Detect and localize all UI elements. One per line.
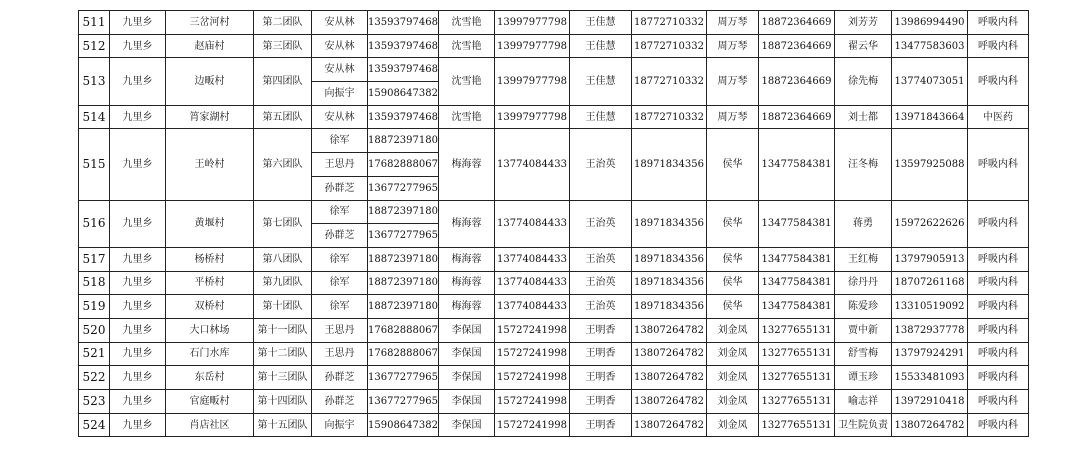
township-cell: 九里乡 xyxy=(110,342,166,366)
row-number: 511 xyxy=(79,11,110,35)
leader-phone-cell: 13593797468 xyxy=(368,58,439,82)
leader-name-cell: 王思丹 xyxy=(312,318,368,342)
leader-name-cell: 王思丹 xyxy=(312,153,368,177)
data-cell-c7: 15727241998 xyxy=(495,318,570,342)
leader-name-cell: 徐军 xyxy=(312,200,368,224)
data-cell-c10: 周万琴 xyxy=(707,11,759,35)
village-cell: 边畈村 xyxy=(166,58,254,105)
data-cell-c9: 18971834356 xyxy=(632,247,707,271)
township-cell: 九里乡 xyxy=(110,413,166,437)
row-number: 512 xyxy=(79,34,110,58)
team-cell: 第八团队 xyxy=(254,247,312,271)
data-cell-c11: 13477584381 xyxy=(759,200,835,247)
data-cell-c11: 13477584381 xyxy=(759,295,835,319)
data-cell-c13: 13971843664 xyxy=(892,105,968,129)
data-cell-c13: 15972622626 xyxy=(892,200,968,247)
data-cell-c11: 18872364669 xyxy=(759,105,835,129)
data-cell-c10: 刘金凤 xyxy=(707,318,759,342)
data-cell-c12: 徐丹丹 xyxy=(835,271,892,295)
data-cell-c13: 13797905913 xyxy=(892,247,968,271)
data-cell-c6: 沈雪艳 xyxy=(439,34,495,58)
data-cell-c9: 18772710332 xyxy=(632,58,707,105)
data-cell-c10: 刘金凤 xyxy=(707,366,759,390)
data-cell-c11: 13477584381 xyxy=(759,247,835,271)
data-cell-c13: 13872937778 xyxy=(892,318,968,342)
leader-phone-cell: 15908647382 xyxy=(368,413,439,437)
row-number: 521 xyxy=(79,342,110,366)
data-cell-c14: 呼吸内科 xyxy=(968,366,1029,390)
data-cell-c12: 卫生院负责 xyxy=(835,413,892,437)
data-cell-c8: 王明香 xyxy=(570,342,632,366)
data-cell-c7: 13774084433 xyxy=(495,200,570,247)
leader-phone-cell: 17682888067 xyxy=(368,153,439,177)
table-row xyxy=(79,200,1029,224)
data-cell-c10: 侯华 xyxy=(707,271,759,295)
township-cell: 九里乡 xyxy=(110,295,166,319)
leader-name-cell: 安从林 xyxy=(312,105,368,129)
data-cell-c6: 李保国 xyxy=(439,366,495,390)
data-cell-c10: 刘金凤 xyxy=(707,342,759,366)
data-cell-c14: 呼吸内科 xyxy=(968,318,1029,342)
data-cell-c8: 王佳慧 xyxy=(570,34,632,58)
data-cell-c9: 13807264782 xyxy=(632,390,707,414)
village-cell: 石门水库 xyxy=(166,342,254,366)
data-cell-c12: 喻志祥 xyxy=(835,390,892,414)
team-cell: 第七团队 xyxy=(254,200,312,247)
row-number: 524 xyxy=(79,413,110,437)
data-cell-c9: 13807264782 xyxy=(632,342,707,366)
data-cell-c11: 13477584381 xyxy=(759,271,835,295)
data-cell-c8: 王明香 xyxy=(570,390,632,414)
village-cell: 东岳村 xyxy=(166,366,254,390)
leader-name-cell: 徐军 xyxy=(312,129,368,153)
leader-name-cell: 安从林 xyxy=(312,34,368,58)
data-cell-c7: 13774084433 xyxy=(495,247,570,271)
data-cell-c7: 13774084433 xyxy=(495,129,570,200)
data-cell-c14: 呼吸内科 xyxy=(968,200,1029,247)
data-cell-c12: 翟云华 xyxy=(835,34,892,58)
data-cell-c12: 徐先梅 xyxy=(835,58,892,105)
data-cell-c7: 13774084433 xyxy=(495,271,570,295)
data-cell-c6: 沈雪艳 xyxy=(439,58,495,105)
leader-phone-cell: 18872397180 xyxy=(368,200,439,224)
data-cell-c13: 18707261168 xyxy=(892,271,968,295)
township-cell: 九里乡 xyxy=(110,390,166,414)
data-cell-c14: 呼吸内科 xyxy=(968,129,1029,200)
data-cell-c12: 王红梅 xyxy=(835,247,892,271)
data-cell-c14: 呼吸内科 xyxy=(968,11,1029,35)
township-cell: 九里乡 xyxy=(110,11,166,35)
data-cell-c10: 周万琴 xyxy=(707,34,759,58)
township-cell: 九里乡 xyxy=(110,34,166,58)
row-number: 523 xyxy=(79,390,110,414)
data-cell-c8: 王治英 xyxy=(570,295,632,319)
row-number: 522 xyxy=(79,366,110,390)
data-cell-c10: 侯华 xyxy=(707,129,759,200)
data-cell-c6: 李保国 xyxy=(439,342,495,366)
data-cell-c11: 18872364669 xyxy=(759,11,835,35)
data-cell-c6: 李保国 xyxy=(439,318,495,342)
township-cell: 九里乡 xyxy=(110,105,166,129)
data-cell-c10: 周万琴 xyxy=(707,105,759,129)
data-cell-c10: 侯华 xyxy=(707,295,759,319)
team-cell: 第十四团队 xyxy=(254,390,312,414)
table-row xyxy=(79,390,1029,414)
team-cell: 第五团队 xyxy=(254,105,312,129)
data-cell-c10: 刘金凤 xyxy=(707,413,759,437)
leader-phone-cell: 17682888067 xyxy=(368,318,439,342)
data-cell-c12: 贾中新 xyxy=(835,318,892,342)
data-cell-c7: 13997977798 xyxy=(495,11,570,35)
data-cell-c9: 18772710332 xyxy=(632,34,707,58)
data-cell-c8: 王明香 xyxy=(570,366,632,390)
leader-name-cell: 孙群芝 xyxy=(312,224,368,248)
data-cell-c12: 谭玉珍 xyxy=(835,366,892,390)
data-cell-c7: 15727241998 xyxy=(495,342,570,366)
village-cell: 三岔河村 xyxy=(166,11,254,35)
data-cell-c12: 刘士都 xyxy=(835,105,892,129)
village-cell: 筲家湖村 xyxy=(166,105,254,129)
data-cell-c6: 梅海蓉 xyxy=(439,200,495,247)
data-cell-c10: 周万琴 xyxy=(707,58,759,105)
data-cell-c6: 梅海蓉 xyxy=(439,129,495,200)
team-cell: 第九团队 xyxy=(254,271,312,295)
row-number: 513 xyxy=(79,58,110,105)
leader-phone-cell: 13593797468 xyxy=(368,34,439,58)
data-cell-c6: 梅海蓉 xyxy=(439,295,495,319)
team-cell: 第六团队 xyxy=(254,129,312,200)
township-cell: 九里乡 xyxy=(110,58,166,105)
data-cell-c13: 13477583603 xyxy=(892,34,968,58)
data-cell-c14: 呼吸内科 xyxy=(968,58,1029,105)
table-row xyxy=(79,11,1029,35)
leader-phone-cell: 13677277965 xyxy=(368,224,439,248)
data-cell-c10: 刘金凤 xyxy=(707,390,759,414)
village-cell: 王岭村 xyxy=(166,129,254,200)
leader-name-cell: 向振宇 xyxy=(312,82,368,106)
data-cell-c6: 沈雪艳 xyxy=(439,105,495,129)
data-cell-c9: 13807264782 xyxy=(632,413,707,437)
data-cell-c13: 13986994490 xyxy=(892,11,968,35)
team-cell: 第十团队 xyxy=(254,295,312,319)
table-row xyxy=(79,342,1029,366)
leader-name-cell: 徐军 xyxy=(312,247,368,271)
data-cell-c9: 18971834356 xyxy=(632,129,707,200)
leader-phone-cell: 18872397180 xyxy=(368,247,439,271)
team-cell: 第十一团队 xyxy=(254,318,312,342)
team-cell: 第四团队 xyxy=(254,58,312,105)
leader-name-cell: 向振宇 xyxy=(312,413,368,437)
row-number: 517 xyxy=(79,247,110,271)
leader-name-cell: 徐军 xyxy=(312,271,368,295)
data-cell-c12: 刘芳芳 xyxy=(835,11,892,35)
township-cell: 九里乡 xyxy=(110,366,166,390)
data-cell-c7: 15727241998 xyxy=(495,413,570,437)
table-row xyxy=(79,247,1029,271)
leader-name-cell: 孙群芝 xyxy=(312,390,368,414)
data-cell-c7: 13774084433 xyxy=(495,295,570,319)
data-cell-c12: 汪冬梅 xyxy=(835,129,892,200)
data-cell-c7: 13997977798 xyxy=(495,105,570,129)
township-cell: 九里乡 xyxy=(110,129,166,200)
village-cell: 官庭畈村 xyxy=(166,390,254,414)
data-cell-c7: 13997977798 xyxy=(495,58,570,105)
leader-name-cell: 徐军 xyxy=(312,295,368,319)
data-cell-c9: 18772710332 xyxy=(632,11,707,35)
data-cell-c13: 13972910418 xyxy=(892,390,968,414)
leader-phone-cell: 18872397180 xyxy=(368,129,439,153)
data-cell-c14: 呼吸内科 xyxy=(968,342,1029,366)
village-cell: 赵庙村 xyxy=(166,34,254,58)
data-cell-c14: 呼吸内科 xyxy=(968,247,1029,271)
data-cell-c6: 李保国 xyxy=(439,413,495,437)
team-cell: 第十三团队 xyxy=(254,366,312,390)
village-cell: 平桥村 xyxy=(166,271,254,295)
township-cell: 九里乡 xyxy=(110,247,166,271)
data-cell-c14: 呼吸内科 xyxy=(968,413,1029,437)
table-row xyxy=(79,129,1029,153)
data-cell-c11: 13277655131 xyxy=(759,413,835,437)
table-row xyxy=(79,318,1029,342)
data-cell-c13: 13797924291 xyxy=(892,342,968,366)
leader-name-cell: 孙群芝 xyxy=(312,366,368,390)
data-cell-c13: 13597925088 xyxy=(892,129,968,200)
data-cell-c13: 15533481093 xyxy=(892,366,968,390)
table-row xyxy=(79,58,1029,82)
table-row xyxy=(79,413,1029,437)
leader-phone-cell: 13677277965 xyxy=(368,390,439,414)
leader-name-cell: 孙群芝 xyxy=(312,176,368,200)
data-cell-c11: 13277655131 xyxy=(759,390,835,414)
data-cell-c10: 侯华 xyxy=(707,247,759,271)
data-cell-c13: 13310519092 xyxy=(892,295,968,319)
data-cell-c8: 王明香 xyxy=(570,318,632,342)
village-cell: 肖店社区 xyxy=(166,413,254,437)
leader-name-cell: 安从林 xyxy=(312,58,368,82)
data-cell-c14: 呼吸内科 xyxy=(968,271,1029,295)
data-cell-c8: 王佳慧 xyxy=(570,105,632,129)
data-cell-c8: 王治英 xyxy=(570,247,632,271)
data-cell-c14: 呼吸内科 xyxy=(968,390,1029,414)
data-cell-c7: 15727241998 xyxy=(495,366,570,390)
team-cell: 第十五团队 xyxy=(254,413,312,437)
data-cell-c9: 18971834356 xyxy=(632,295,707,319)
data-cell-c10: 侯华 xyxy=(707,200,759,247)
leader-phone-cell: 17682888067 xyxy=(368,342,439,366)
leader-phone-cell: 13677277965 xyxy=(368,176,439,200)
leader-phone-cell: 13677277965 xyxy=(368,366,439,390)
team-cell: 第二团队 xyxy=(254,11,312,35)
data-cell-c13: 13807264782 xyxy=(892,413,968,437)
data-cell-c8: 王佳慧 xyxy=(570,58,632,105)
data-cell-c8: 王治英 xyxy=(570,129,632,200)
data-cell-c8: 王明香 xyxy=(570,413,632,437)
data-cell-c9: 13807264782 xyxy=(632,366,707,390)
township-cell: 九里乡 xyxy=(110,200,166,247)
data-cell-c8: 王治英 xyxy=(570,200,632,247)
data-cell-c14: 中医药 xyxy=(968,105,1029,129)
team-cell: 第三团队 xyxy=(254,34,312,58)
data-cell-c7: 13997977798 xyxy=(495,34,570,58)
data-cell-c14: 呼吸内科 xyxy=(968,34,1029,58)
data-cell-c6: 梅海蓉 xyxy=(439,247,495,271)
leader-phone-cell: 13593797468 xyxy=(368,105,439,129)
data-cell-c13: 13774073051 xyxy=(892,58,968,105)
table-row xyxy=(79,295,1029,319)
data-cell-c9: 13807264782 xyxy=(632,318,707,342)
leader-phone-cell: 18872397180 xyxy=(368,271,439,295)
leader-name-cell: 安从林 xyxy=(312,11,368,35)
data-cell-c12: 舒雪梅 xyxy=(835,342,892,366)
township-cell: 九里乡 xyxy=(110,271,166,295)
village-cell: 杨桥村 xyxy=(166,247,254,271)
data-cell-c11: 18872364669 xyxy=(759,58,835,105)
staff-table xyxy=(78,10,1029,437)
data-cell-c8: 王治英 xyxy=(570,271,632,295)
data-cell-c9: 18971834356 xyxy=(632,200,707,247)
row-number: 518 xyxy=(79,271,110,295)
table-row xyxy=(79,34,1029,58)
row-number: 516 xyxy=(79,200,110,247)
leader-name-cell: 王思丹 xyxy=(312,342,368,366)
data-cell-c6: 李保国 xyxy=(439,390,495,414)
table-row xyxy=(79,271,1029,295)
data-cell-c9: 18772710332 xyxy=(632,105,707,129)
data-cell-c8: 王佳慧 xyxy=(570,11,632,35)
village-cell: 双桥村 xyxy=(166,295,254,319)
leader-phone-cell: 15908647382 xyxy=(368,82,439,106)
leader-phone-cell: 18872397180 xyxy=(368,295,439,319)
table-row xyxy=(79,105,1029,129)
row-number: 520 xyxy=(79,318,110,342)
data-cell-c6: 梅海蓉 xyxy=(439,271,495,295)
data-cell-c11: 13477584381 xyxy=(759,129,835,200)
data-cell-c11: 13277655131 xyxy=(759,318,835,342)
team-cell: 第十二团队 xyxy=(254,342,312,366)
data-cell-c7: 15727241998 xyxy=(495,390,570,414)
data-cell-c11: 18872364669 xyxy=(759,34,835,58)
village-cell: 黄堰村 xyxy=(166,200,254,247)
row-number: 519 xyxy=(79,295,110,319)
data-cell-c6: 沈雪艳 xyxy=(439,11,495,35)
row-number: 515 xyxy=(79,129,110,200)
data-cell-c12: 陈爱珍 xyxy=(835,295,892,319)
data-cell-c14: 呼吸内科 xyxy=(968,295,1029,319)
township-cell: 九里乡 xyxy=(110,318,166,342)
data-cell-c9: 18971834356 xyxy=(632,271,707,295)
leader-phone-cell: 13593797468 xyxy=(368,11,439,35)
village-cell: 大口林场 xyxy=(166,318,254,342)
data-cell-c12: 蒋勇 xyxy=(835,200,892,247)
table-row xyxy=(79,366,1029,390)
data-cell-c11: 13277655131 xyxy=(759,366,835,390)
row-number: 514 xyxy=(79,105,110,129)
data-cell-c11: 13277655131 xyxy=(759,342,835,366)
